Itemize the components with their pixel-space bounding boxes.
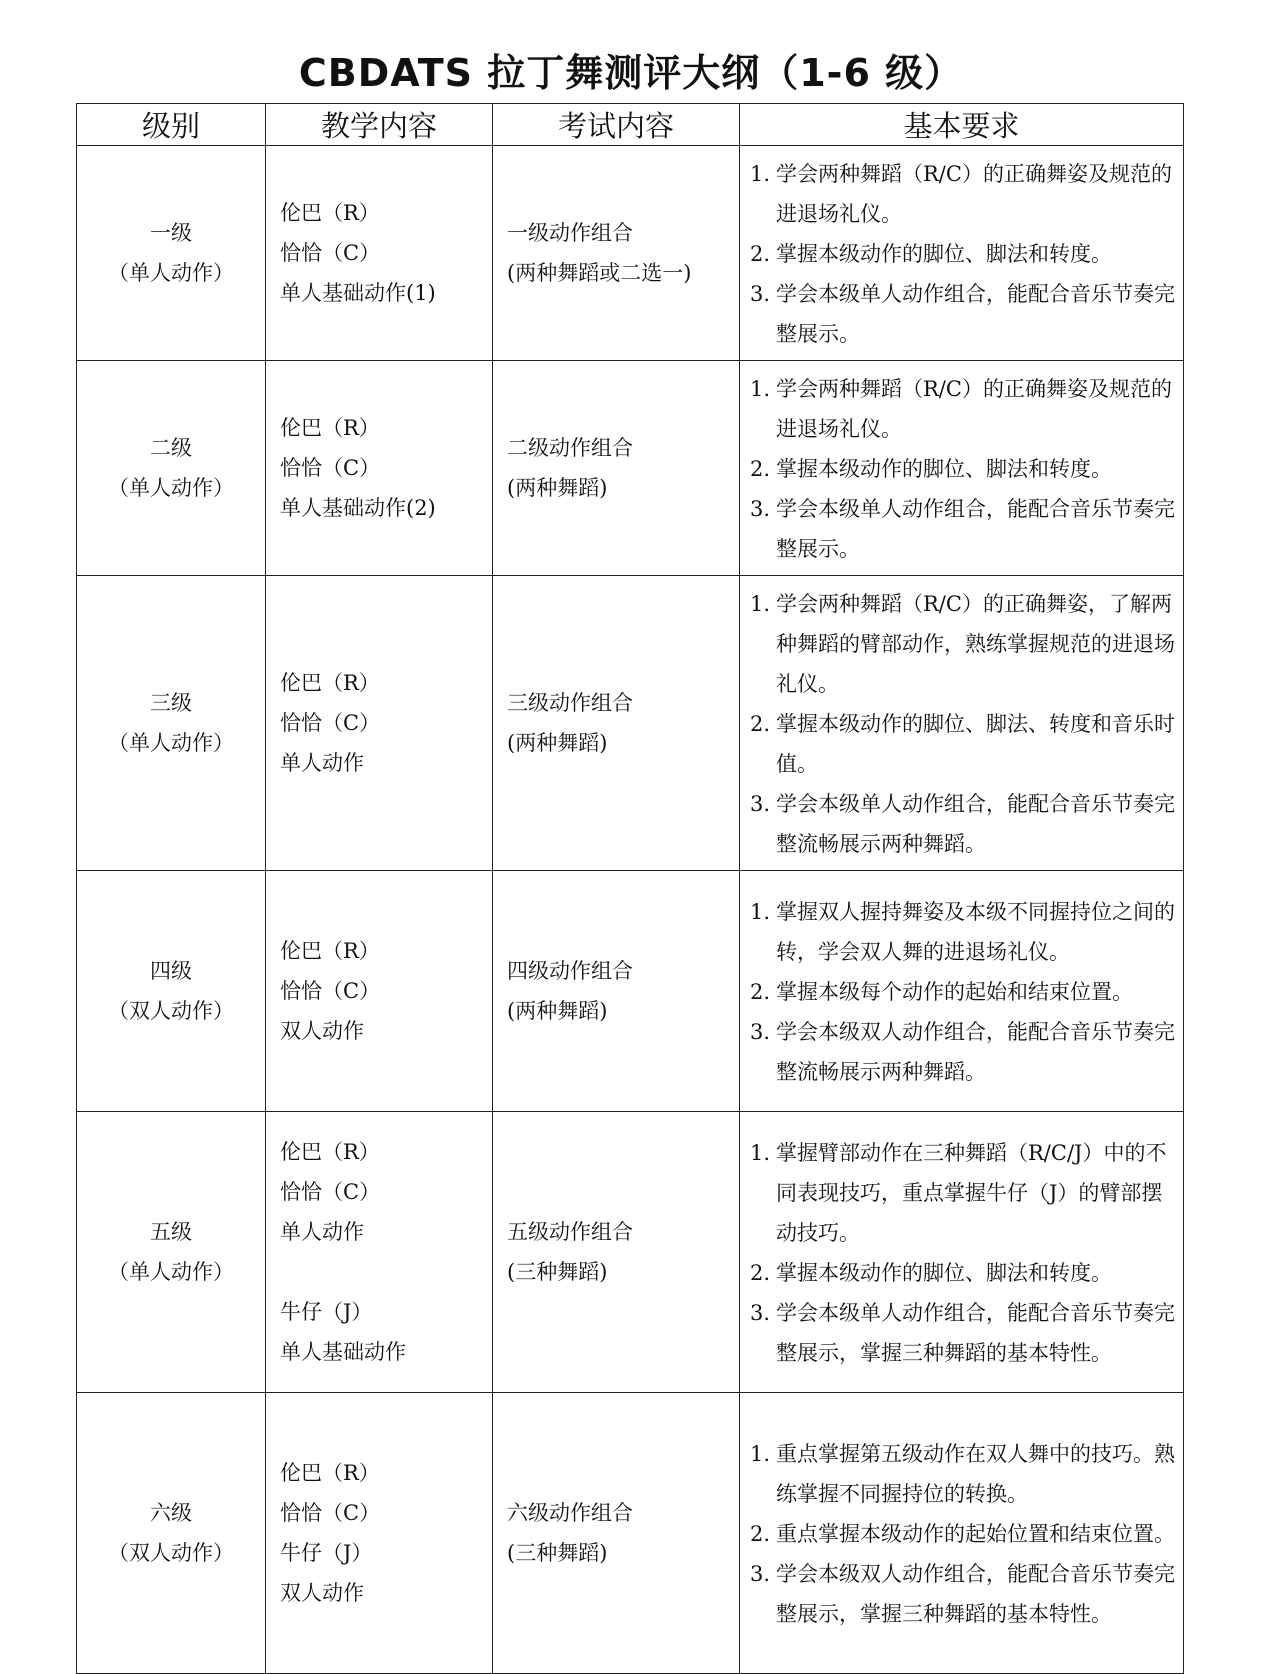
requirement-text: 学会两种舞蹈（R/C）的正确舞姿，了解两种舞蹈的臂部动作，熟练掌握规范的进退场礼仪。 xyxy=(776,592,1175,696)
table-row xyxy=(77,871,1184,1112)
teaching-item: 恰恰（C） xyxy=(280,1501,381,1525)
requirement-item xyxy=(750,274,1175,354)
header-teaching-content: 教学内容 xyxy=(266,104,493,146)
exam-item: (两种舞蹈) xyxy=(507,999,608,1023)
requirement-number: 3. xyxy=(750,1020,771,1044)
level-name: 一级 xyxy=(150,221,192,245)
requirement-number: 1. xyxy=(750,592,771,616)
requirement-number: 1. xyxy=(750,900,771,924)
exam-item: (两种舞蹈) xyxy=(507,731,608,755)
level-cell xyxy=(77,1112,266,1393)
teaching-item: 单人动作 xyxy=(280,1220,364,1244)
requirement-number: 2. xyxy=(750,242,771,266)
requirement-text: 学会本级双人动作组合，能配合音乐节奏完整展示，掌握三种舞蹈的基本特性。 xyxy=(776,1562,1175,1626)
table-row xyxy=(77,1393,1184,1674)
requirement-text: 学会本级双人动作组合，能配合音乐节奏完整流畅展示两种舞蹈。 xyxy=(776,1020,1175,1084)
header-exam-content: 考试内容 xyxy=(493,104,740,146)
requirement-number: 1. xyxy=(750,1442,771,1466)
requirement-item xyxy=(750,1293,1175,1373)
requirement-item xyxy=(750,1012,1175,1092)
teaching-item: 牛仔（J） xyxy=(280,1300,373,1324)
exam-item: 六级动作组合 xyxy=(507,1501,633,1525)
requirement-text: 重点掌握第五级动作在双人舞中的技巧。熟练掌握不同握持位的转换。 xyxy=(776,1442,1175,1506)
table-row xyxy=(77,1112,1184,1393)
teaching-content-cell xyxy=(266,1393,493,1674)
requirement-text: 掌握双人握持舞姿及本级不同握持位之间的转，学会双人舞的进退场礼仪。 xyxy=(776,900,1175,964)
requirement-item xyxy=(750,369,1175,449)
requirements-cell xyxy=(740,1112,1184,1393)
requirement-number: 2. xyxy=(750,712,771,736)
level-cell xyxy=(77,871,266,1112)
teaching-item: 伦巴（R） xyxy=(280,1461,380,1485)
requirement-item xyxy=(750,234,1175,274)
requirement-number: 3. xyxy=(750,792,771,816)
requirement-item xyxy=(750,154,1175,234)
table-header-row xyxy=(77,104,1184,146)
requirement-item xyxy=(750,449,1175,489)
teaching-content-cell xyxy=(266,871,493,1112)
page-title: CBDATS 拉丁舞测评大纲（1-6 级） xyxy=(298,51,964,95)
requirement-item xyxy=(750,1434,1175,1514)
teaching-item: 恰恰（C） xyxy=(280,1180,381,1204)
requirement-text: 掌握本级动作的脚位、脚法和转度。 xyxy=(776,242,1112,266)
requirement-text: 掌握本级动作的脚位、脚法和转度。 xyxy=(776,1261,1112,1285)
teaching-item: 伦巴（R） xyxy=(280,416,380,440)
teaching-item: 单人基础动作(1) xyxy=(280,281,436,305)
requirement-item xyxy=(750,784,1175,864)
requirement-number: 3. xyxy=(750,497,771,521)
level-mode: （单人动作） xyxy=(108,731,234,755)
requirement-number: 2. xyxy=(750,980,771,1004)
level-cell xyxy=(77,1393,266,1674)
level-name: 四级 xyxy=(150,959,192,983)
requirement-number: 3. xyxy=(750,282,771,306)
header-level: 级别 xyxy=(77,104,266,146)
exam-content-cell xyxy=(493,576,740,871)
requirement-text: 掌握本级动作的脚位、脚法和转度。 xyxy=(776,457,1112,481)
teaching-item: 伦巴（R） xyxy=(280,1140,380,1164)
requirement-text: 掌握本级动作的脚位、脚法、转度和音乐时值。 xyxy=(776,712,1175,776)
requirements-cell xyxy=(740,871,1184,1112)
requirements-cell xyxy=(740,1393,1184,1674)
teaching-item: 伦巴（R） xyxy=(280,201,380,225)
teaching-item: 单人动作 xyxy=(280,751,364,775)
table-row xyxy=(77,576,1184,871)
teaching-item: 恰恰（C） xyxy=(280,241,381,265)
teaching-content-cell xyxy=(266,361,493,576)
requirement-item xyxy=(750,584,1175,704)
level-name: 二级 xyxy=(150,436,192,460)
level-mode: （双人动作） xyxy=(108,999,234,1023)
requirement-number: 1. xyxy=(750,377,771,401)
requirement-text: 学会本级单人动作组合，能配合音乐节奏完整展示。 xyxy=(776,497,1175,561)
requirement-number: 3. xyxy=(750,1301,771,1325)
level-mode: （单人动作） xyxy=(108,476,234,500)
requirement-text: 重点掌握本级动作的起始位置和结束位置。 xyxy=(776,1522,1175,1546)
teaching-item: 单人基础动作 xyxy=(280,1340,406,1364)
level-mode: （单人动作） xyxy=(108,261,234,285)
syllabus-table xyxy=(76,103,1184,1674)
requirements-cell xyxy=(740,146,1184,361)
requirement-number: 2. xyxy=(750,1261,771,1285)
exam-content-cell xyxy=(493,361,740,576)
requirement-text: 学会两种舞蹈（R/C）的正确舞姿及规范的进退场礼仪。 xyxy=(776,377,1172,441)
requirement-item xyxy=(750,704,1175,784)
teaching-item: 恰恰（C） xyxy=(280,711,381,735)
spacer xyxy=(280,1252,492,1292)
requirement-item xyxy=(750,972,1175,1012)
requirement-number: 3. xyxy=(750,1562,771,1586)
exam-item: (两种舞蹈或二选一) xyxy=(507,261,692,285)
teaching-item: 恰恰（C） xyxy=(280,456,381,480)
requirement-number: 2. xyxy=(750,1522,771,1546)
requirement-item xyxy=(750,489,1175,569)
requirement-text: 学会本级单人动作组合，能配合音乐节奏完整流畅展示两种舞蹈。 xyxy=(776,792,1175,856)
teaching-item: 双人动作 xyxy=(280,1581,364,1605)
requirement-number: 1. xyxy=(750,1141,771,1165)
requirement-text: 学会两种舞蹈（R/C）的正确舞姿及规范的进退场礼仪。 xyxy=(776,162,1172,226)
teaching-content-cell xyxy=(266,576,493,871)
teaching-item: 单人基础动作(2) xyxy=(280,496,436,520)
exam-item: 五级动作组合 xyxy=(507,1220,633,1244)
exam-content-cell xyxy=(493,871,740,1112)
requirement-text: 学会本级单人动作组合，能配合音乐节奏完整展示。 xyxy=(776,282,1175,346)
requirement-item xyxy=(750,1253,1175,1293)
level-cell xyxy=(77,576,266,871)
requirement-item xyxy=(750,1514,1175,1554)
level-cell xyxy=(77,361,266,576)
exam-item: (三种舞蹈) xyxy=(507,1541,608,1565)
exam-item: 一级动作组合 xyxy=(507,221,633,245)
teaching-content-cell xyxy=(266,146,493,361)
requirement-text: 学会本级单人动作组合，能配合音乐节奏完整展示，掌握三种舞蹈的基本特性。 xyxy=(776,1301,1175,1365)
teaching-content-cell xyxy=(266,1112,493,1393)
level-cell xyxy=(77,146,266,361)
requirement-item xyxy=(750,1133,1175,1253)
requirement-item xyxy=(750,892,1175,972)
teaching-item: 伦巴（R） xyxy=(280,939,380,963)
table-row xyxy=(77,361,1184,576)
requirement-text: 掌握本级每个动作的起始和结束位置。 xyxy=(776,980,1133,1004)
exam-item: (三种舞蹈) xyxy=(507,1260,608,1284)
requirement-item xyxy=(750,1554,1175,1634)
requirement-number: 2. xyxy=(750,457,771,481)
header-requirements: 基本要求 xyxy=(740,104,1184,146)
requirements-cell xyxy=(740,576,1184,871)
level-name: 五级 xyxy=(150,1220,192,1244)
exam-content-cell xyxy=(493,146,740,361)
level-mode: （单人动作） xyxy=(108,1260,234,1284)
requirement-text: 掌握臂部动作在三种舞蹈（R/C/J）中的不同表现技巧，重点掌握牛仔（J）的臂部摆动技巧。 xyxy=(776,1141,1167,1245)
exam-item: 四级动作组合 xyxy=(507,959,633,983)
teaching-item: 双人动作 xyxy=(280,1019,364,1043)
exam-item: (两种舞蹈) xyxy=(507,476,608,500)
requirement-number: 1. xyxy=(750,162,771,186)
level-name: 三级 xyxy=(150,691,192,715)
level-name: 六级 xyxy=(150,1501,192,1525)
level-mode: （双人动作） xyxy=(108,1541,234,1565)
exam-item: 三级动作组合 xyxy=(507,691,633,715)
table-row xyxy=(77,146,1184,361)
teaching-item: 牛仔（J） xyxy=(280,1541,373,1565)
exam-item: 二级动作组合 xyxy=(507,436,633,460)
requirements-cell xyxy=(740,361,1184,576)
teaching-item: 恰恰（C） xyxy=(280,979,381,1003)
exam-content-cell xyxy=(493,1112,740,1393)
exam-content-cell xyxy=(493,1393,740,1674)
teaching-item: 伦巴（R） xyxy=(280,671,380,695)
